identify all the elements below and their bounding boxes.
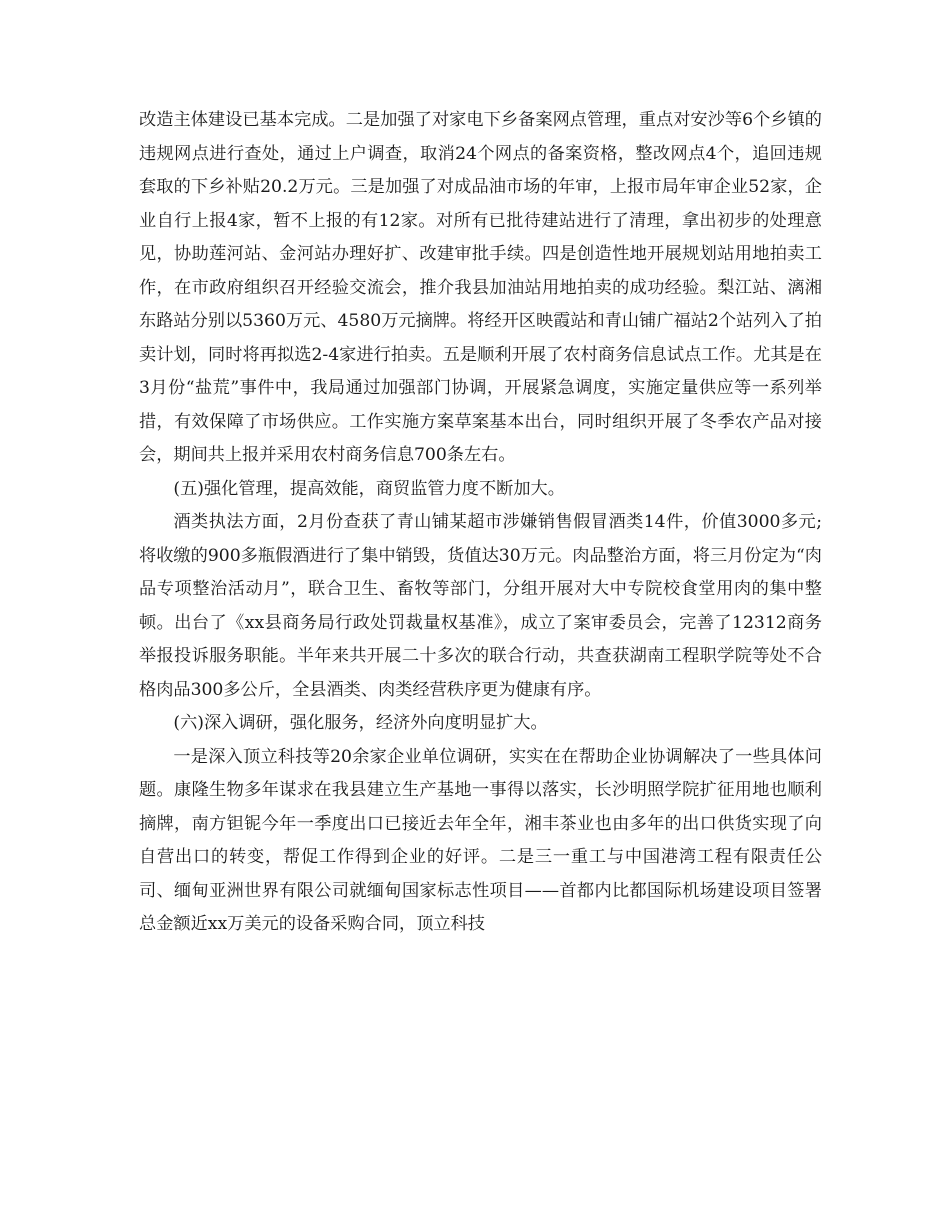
paragraph-enterprise-research: 一是深入顶立科技等20余家企业单位调研，实实在在帮助企业协调解决了一些具体问题。康隆生物多年谋求在我县建立生产基地一事得以落实，长沙明照学院扩征用地也顺利摘牌，南方钽铌今年一季度出口已接近去年全年，湘丰茶业也由多年的出口供货实现了向自营出口的转变，帮促工作得到企业的好评。二是三一重工与中国港湾工程有限责任公司、缅甸亚洲世界有限公司就缅甸国家标志性项目——首都内比都国际机场建设项目签署总金额近xx万美元的设备采购合同，顶立科技: [139, 746, 822, 934]
paragraph-1: 改造主体建设已基本完成。二是加强了对家电下乡备案网点管理，重点对安沙等6个乡镇的违规网点进行查处，通过上户调查，取消24个网点的备案资格，整改网点4个，追回违规套取的下乡补贴20.2万元。三是加强了对成品油市场的年审，上报市局年审企业52家，企业自行上报4家，暂不上报的有12家。对所有已批待建站进行了清理，拿出初步的处理意见，协助莲河站、金河站办理好扩、改建审批手续。四是创造性地开展规划站用地拍卖工作，在市政府组织召开经验交流会，推介我县加油站用地拍卖的成功经验。梨江站、漓湘东路站分别以5360万元、4580万元摘牌。将经开区映霞站和青山铺广福站2个站列入了拍卖计划，同时将再拟选2-4家进行拍卖。五是顺利开展了农村商务信息试点工作。尤其是在3月份“盐荒”事件中，我局通过加强部门协调，开展紧急调度，实施定量供应等一系列举措，有效保障了市场供应。工作实施方案草案基本出台，同时组织开展了冬季农产品对接会，期间共上报并采用农村商务信息700条左右。: [139, 110, 822, 465]
section-heading-6: (六)深入调研，强化服务，经济外向度明显扩大。: [173, 713, 548, 733]
paragraph-liquor-meat-enforcement: 酒类执法方面，2月份查获了青山铺某超市涉嫌销售假冒酒类14件，价值3000多元;将收缴的900多瓶假酒进行了集中销毁，货值达30万元。肉品整治方面，将三月份定为“肉品专项整治活动月”，联合卫生、畜牧等部门，分组开展对大中专院校食堂用肉的集中整顿。出台了《xx县商务局行政处罚裁量权基准》，成立了案审委员会，完善了12312商务举报投诉服务职能。半年来共开展二十多次的联合行动，共查获湖南工程职学院等处不合格肉品300多公斤，全县酒类、肉类经营秩序更为健康有序。: [139, 512, 822, 700]
section-heading-5: (五)强化管理，提高效能，商贸监管力度不断加大。: [173, 478, 565, 499]
document-page: [139, 104, 822, 942]
